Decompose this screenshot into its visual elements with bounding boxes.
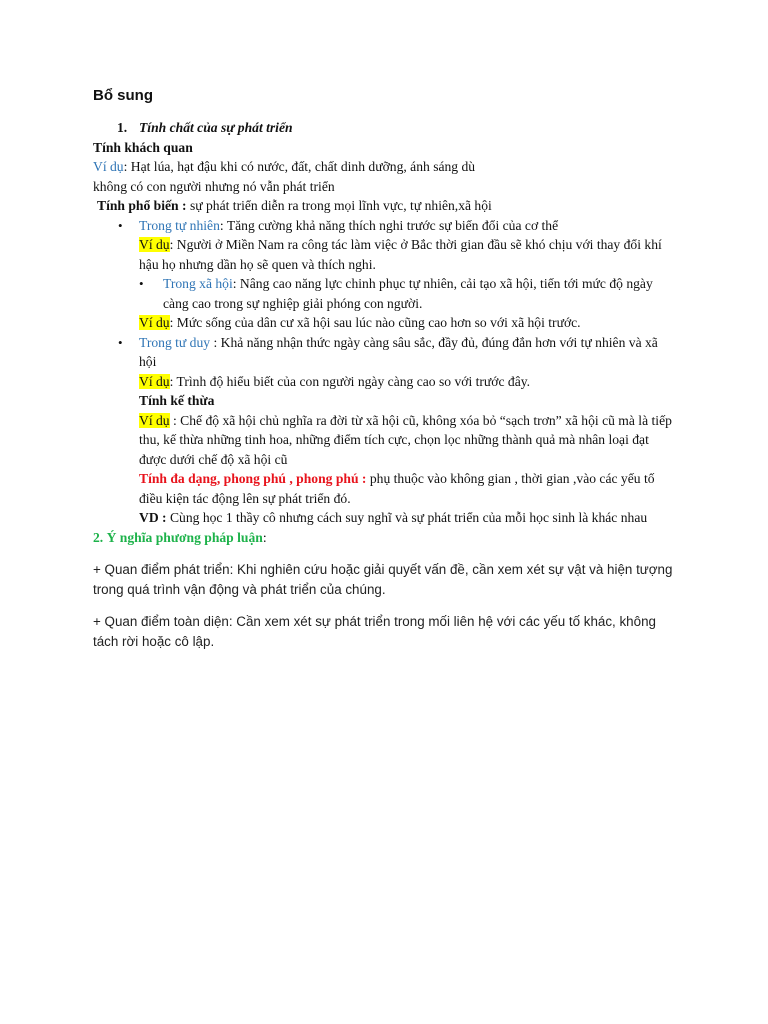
khach-quan-heading: Tính khách quan	[93, 139, 193, 155]
vd-label: VD :	[139, 510, 167, 525]
xa-hoi-example-text: : Mức sống của dân cư xã hội sau lúc nào cũng cao hơn so với xã hội trước.	[169, 315, 581, 330]
ke-thua-example	[93, 411, 678, 470]
pho-bien-text: sự phát triển diễn ra trong mọi lĩnh vực, tự nhiên,xã hội	[186, 198, 492, 213]
xa-hoi-text: : Nâng cao năng lực chinh phục tự nhiên, cải tạo xã hội, tiến tới mức độ ngày càng cao trong sự nghiệp giải phóng con người.	[163, 276, 653, 311]
section-1-number: 1.	[117, 120, 128, 135]
tu-duy-label: Trong tư duy	[139, 334, 211, 350]
ke-thua-example-text: : Chế độ xã hội chủ nghĩa ra đời từ xã hội cũ, không xóa bỏ “sạch trơn” xã hội cũ mà là tiếp thu, kế thừa những tinh hoa, những điểm tích cực, chọn lọc những thành quả mà nhân loại đạt được dưới chế độ xã hội cũ	[139, 412, 672, 467]
section-1-heading	[117, 118, 678, 138]
pho-bien-line	[93, 196, 678, 216]
pho-bien-heading: Tính phổ biến :	[97, 198, 187, 213]
xa-hoi-label: Trong xã hội	[163, 276, 233, 291]
tu-duy-item	[93, 333, 678, 372]
da-dang-heading: Tính đa dạng, phong phú , phong phú :	[139, 471, 367, 486]
tu-duy-example-label: Ví dụ	[139, 373, 170, 389]
section-1-title: Tính chất của sự phát triển	[139, 120, 293, 135]
tu-nhien-example	[93, 235, 678, 274]
ke-thua-heading: Tính kế thừa	[139, 393, 215, 408]
section-2-heading	[93, 528, 678, 548]
xa-hoi-example	[93, 313, 678, 333]
document-page	[93, 86, 678, 651]
tu-duy-example-text: : Trình độ hiểu biết của con người ngày càng cao so với trước đây.	[169, 373, 531, 389]
document-title: Bổ sung	[93, 87, 153, 104]
tu-nhien-example-text: : Người ở Miền Nam ra công tác làm việc ở Bắc thời gian đầu sẽ khó chịu với thay đổi khí hậu họ nhưng dần họ sẽ quen và thích nghi.	[139, 237, 662, 272]
xa-hoi-example-label: Ví dụ	[139, 315, 170, 330]
ke-thua-example-label: Ví dụ	[139, 412, 170, 428]
vd-line	[93, 508, 678, 528]
da-dang-text: phụ thuộc vào không gian , thời gian ,vào các yếu tố điều kiện tác động lên sự phát triển đó.	[139, 471, 655, 506]
tu-nhien-example-label: Ví dụ	[139, 237, 170, 252]
khach-quan-example-text-2: không có con người nhưng nó vẫn phát triển	[93, 178, 335, 194]
bullet-icon: •	[118, 217, 123, 233]
tu-nhien-label: Trong tự nhiên	[139, 217, 220, 233]
khach-quan-example-label: Ví dụ	[93, 159, 124, 174]
quan-diem-toan-dien: + Quan điểm toàn diện: Cần xem xét sự phát triển trong mối liên hệ với các yếu tố khác, không tách rời hoặc cô lập.	[93, 614, 656, 649]
bullet-icon: •	[118, 334, 123, 350]
section-2-title: 2. Ý nghĩa phương pháp luận	[93, 529, 263, 545]
xa-hoi-item	[93, 274, 678, 313]
quan-diem-phat-trien: + Quan điểm phát triển: Khi nghiên cứu hoặc giải quyết vấn đề, cần xem xét sự vật và hiện tượng trong quá trình vận động và phát triển của chúng.	[93, 562, 673, 597]
tu-duy-example	[93, 372, 678, 392]
tu-nhien-item	[93, 216, 678, 236]
section-2-colon: :	[262, 529, 267, 545]
vd-text: Cùng học 1 thầy cô nhưng cách suy nghĩ và sự phát triển của mỗi học sinh là khác nhau	[166, 510, 648, 525]
tu-duy-text: : Khả năng nhận thức ngày càng sâu sắc, đầy đủ, đúng đắn hơn với tự nhiên và xã hội	[139, 334, 658, 369]
khach-quan-example-text-1: : Hạt lúa, hạt đậu khi có nước, đất, chất dinh dưỡng, ánh sáng dù	[123, 159, 476, 174]
khach-quan-example	[93, 157, 678, 196]
bullet-icon: •	[139, 276, 144, 291]
tu-nhien-text: : Tăng cường khả năng thích nghi trước sự biến đổi của cơ thể	[219, 217, 559, 233]
da-dang-line	[93, 469, 678, 508]
